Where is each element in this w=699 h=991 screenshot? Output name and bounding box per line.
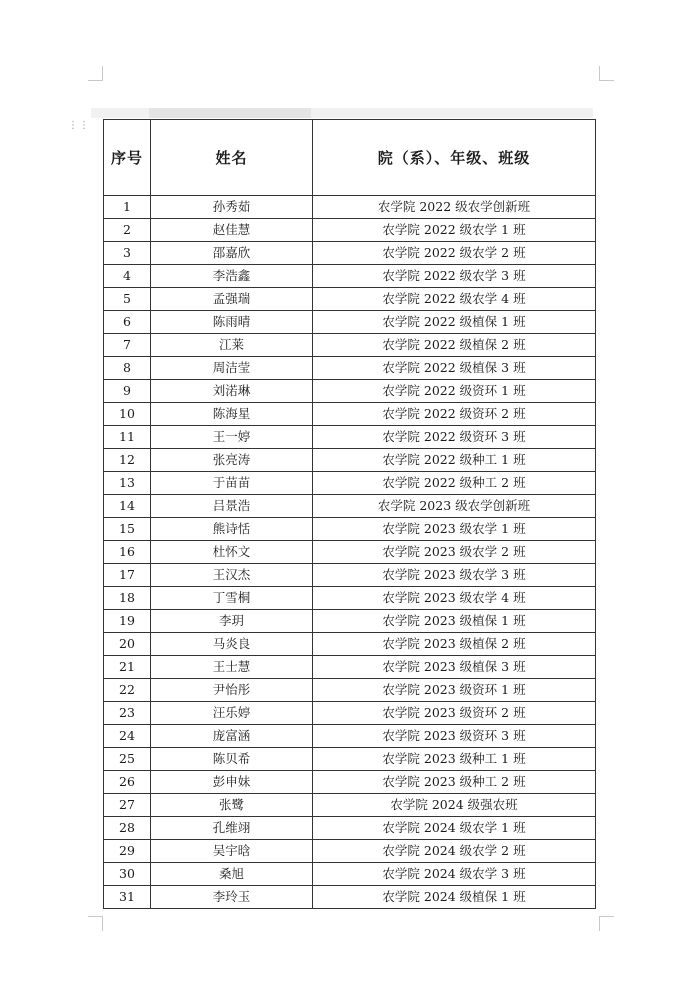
cell-class: 农学院 2022 级种工 1 班 xyxy=(313,449,596,472)
cell-class: 农学院 2024 级农学 2 班 xyxy=(313,840,596,863)
cell-class: 农学院 2022 级农学 2 班 xyxy=(313,242,596,265)
header-class: 院（系）、年级、班级 xyxy=(313,120,596,196)
table-row xyxy=(104,771,596,794)
cell-index: 28 xyxy=(104,817,151,840)
cell-class: 农学院 2024 级强农班 xyxy=(313,794,596,817)
crop-mark-bottom-right xyxy=(599,916,614,931)
cell-index: 10 xyxy=(104,403,151,426)
crop-mark-top-right xyxy=(599,66,614,81)
cell-class: 农学院 2022 级农学 1 班 xyxy=(313,219,596,242)
cell-index: 2 xyxy=(104,219,151,242)
cell-name: 张鹭 xyxy=(151,794,313,817)
cell-name: 马炎良 xyxy=(151,633,313,656)
table-row xyxy=(104,196,596,219)
table-row xyxy=(104,472,596,495)
cell-index: 26 xyxy=(104,771,151,794)
cell-index: 14 xyxy=(104,495,151,518)
cell-index: 7 xyxy=(104,334,151,357)
cell-name: 孟强瑞 xyxy=(151,288,313,311)
crop-mark-top-left xyxy=(88,66,103,81)
cell-name: 汪乐婷 xyxy=(151,702,313,725)
table-header-row xyxy=(104,120,596,196)
cell-class: 农学院 2023 级农学创新班 xyxy=(313,495,596,518)
student-roster-table xyxy=(103,119,596,909)
table-row xyxy=(104,794,596,817)
cell-name: 李玲玉 xyxy=(151,886,313,909)
table-row xyxy=(104,656,596,679)
cell-index: 6 xyxy=(104,311,151,334)
table-row xyxy=(104,840,596,863)
cell-class: 农学院 2023 级植保 1 班 xyxy=(313,610,596,633)
ruler-segment xyxy=(149,108,311,118)
table-column-ruler xyxy=(91,108,593,118)
cell-name: 陈贝希 xyxy=(151,748,313,771)
cell-class: 农学院 2024 级农学 3 班 xyxy=(313,863,596,886)
cell-class: 农学院 2024 级植保 1 班 xyxy=(313,886,596,909)
cell-class: 农学院 2022 级农学 4 班 xyxy=(313,288,596,311)
crop-mark-bottom-left xyxy=(88,916,103,931)
cell-class: 农学院 2024 级农学 1 班 xyxy=(313,817,596,840)
cell-index: 5 xyxy=(104,288,151,311)
table-row xyxy=(104,426,596,449)
table-row xyxy=(104,817,596,840)
cell-name: 陈海星 xyxy=(151,403,313,426)
cell-index: 12 xyxy=(104,449,151,472)
cell-index: 22 xyxy=(104,679,151,702)
cell-index: 9 xyxy=(104,380,151,403)
cell-name: 李玥 xyxy=(151,610,313,633)
table-row xyxy=(104,886,596,909)
table-row xyxy=(104,564,596,587)
cell-name: 丁雪桐 xyxy=(151,587,313,610)
cell-name: 张亮涛 xyxy=(151,449,313,472)
cell-index: 25 xyxy=(104,748,151,771)
cell-index: 31 xyxy=(104,886,151,909)
cell-name: 陈雨晴 xyxy=(151,311,313,334)
table-row xyxy=(104,403,596,426)
header-index: 序号 xyxy=(104,120,151,196)
cell-index: 24 xyxy=(104,725,151,748)
cell-class: 农学院 2023 级农学 2 班 xyxy=(313,541,596,564)
table-row xyxy=(104,334,596,357)
cell-class: 农学院 2023 级农学 3 班 xyxy=(313,564,596,587)
cell-class: 农学院 2023 级植保 2 班 xyxy=(313,633,596,656)
cell-index: 23 xyxy=(104,702,151,725)
table-row xyxy=(104,495,596,518)
cell-class: 农学院 2023 级农学 4 班 xyxy=(313,587,596,610)
cell-class: 农学院 2022 级植保 2 班 xyxy=(313,334,596,357)
table-row xyxy=(104,518,596,541)
cell-index: 13 xyxy=(104,472,151,495)
cell-class: 农学院 2023 级植保 3 班 xyxy=(313,656,596,679)
cell-index: 4 xyxy=(104,265,151,288)
cell-name: 熊诗恬 xyxy=(151,518,313,541)
table-row xyxy=(104,265,596,288)
cell-index: 27 xyxy=(104,794,151,817)
cell-name: 王汉杰 xyxy=(151,564,313,587)
cell-name: 吕景浩 xyxy=(151,495,313,518)
table-row xyxy=(104,219,596,242)
table-row xyxy=(104,725,596,748)
cell-class: 农学院 2023 级种工 2 班 xyxy=(313,771,596,794)
cell-class: 农学院 2022 级种工 2 班 xyxy=(313,472,596,495)
table-row xyxy=(104,587,596,610)
table-row xyxy=(104,380,596,403)
cell-index: 29 xyxy=(104,840,151,863)
cell-class: 农学院 2023 级资环 3 班 xyxy=(313,725,596,748)
cell-class: 农学院 2022 级农学创新班 xyxy=(313,196,596,219)
cell-name: 孔维翊 xyxy=(151,817,313,840)
cell-name: 江莱 xyxy=(151,334,313,357)
cell-class: 农学院 2022 级资环 2 班 xyxy=(313,403,596,426)
table-row xyxy=(104,541,596,564)
cell-index: 8 xyxy=(104,357,151,380)
table-row xyxy=(104,357,596,380)
cell-class: 农学院 2022 级植保 3 班 xyxy=(313,357,596,380)
cell-class: 农学院 2022 级资环 1 班 xyxy=(313,380,596,403)
cell-index: 16 xyxy=(104,541,151,564)
cell-index: 11 xyxy=(104,426,151,449)
cell-class: 农学院 2022 级农学 3 班 xyxy=(313,265,596,288)
table-row xyxy=(104,702,596,725)
cell-class: 农学院 2023 级种工 1 班 xyxy=(313,748,596,771)
cell-index: 15 xyxy=(104,518,151,541)
cell-name: 桑旭 xyxy=(151,863,313,886)
cell-name: 彭申妹 xyxy=(151,771,313,794)
cell-name: 赵佳慧 xyxy=(151,219,313,242)
table-row xyxy=(104,311,596,334)
cell-class: 农学院 2023 级资环 1 班 xyxy=(313,679,596,702)
cell-index: 20 xyxy=(104,633,151,656)
header-name: 姓名 xyxy=(151,120,313,196)
cell-index: 30 xyxy=(104,863,151,886)
table-move-handle-icon[interactable]: ⋮⋮ xyxy=(68,120,90,131)
table-body xyxy=(104,196,596,909)
cell-name: 王士慧 xyxy=(151,656,313,679)
cell-name: 杜怀文 xyxy=(151,541,313,564)
cell-index: 3 xyxy=(104,242,151,265)
table-row xyxy=(104,610,596,633)
cell-name: 孙秀茹 xyxy=(151,196,313,219)
cell-index: 21 xyxy=(104,656,151,679)
cell-class: 农学院 2022 级资环 3 班 xyxy=(313,426,596,449)
table-row xyxy=(104,863,596,886)
cell-index: 17 xyxy=(104,564,151,587)
table-row xyxy=(104,679,596,702)
table-row xyxy=(104,242,596,265)
table-row xyxy=(104,288,596,311)
cell-name: 邵嘉欣 xyxy=(151,242,313,265)
cell-class: 农学院 2023 级资环 2 班 xyxy=(313,702,596,725)
cell-class: 农学院 2022 级植保 1 班 xyxy=(313,311,596,334)
cell-name: 周洁莹 xyxy=(151,357,313,380)
cell-name: 刘渃琳 xyxy=(151,380,313,403)
cell-index: 1 xyxy=(104,196,151,219)
table-row xyxy=(104,633,596,656)
cell-name: 吴宇晗 xyxy=(151,840,313,863)
cell-class: 农学院 2023 级农学 1 班 xyxy=(313,518,596,541)
cell-index: 19 xyxy=(104,610,151,633)
cell-name: 王一婷 xyxy=(151,426,313,449)
table-row xyxy=(104,748,596,771)
cell-index: 18 xyxy=(104,587,151,610)
cell-name: 尹怡彤 xyxy=(151,679,313,702)
table-row xyxy=(104,449,596,472)
cell-name: 李浩鑫 xyxy=(151,265,313,288)
cell-name: 于苗苗 xyxy=(151,472,313,495)
cell-name: 庞富涵 xyxy=(151,725,313,748)
